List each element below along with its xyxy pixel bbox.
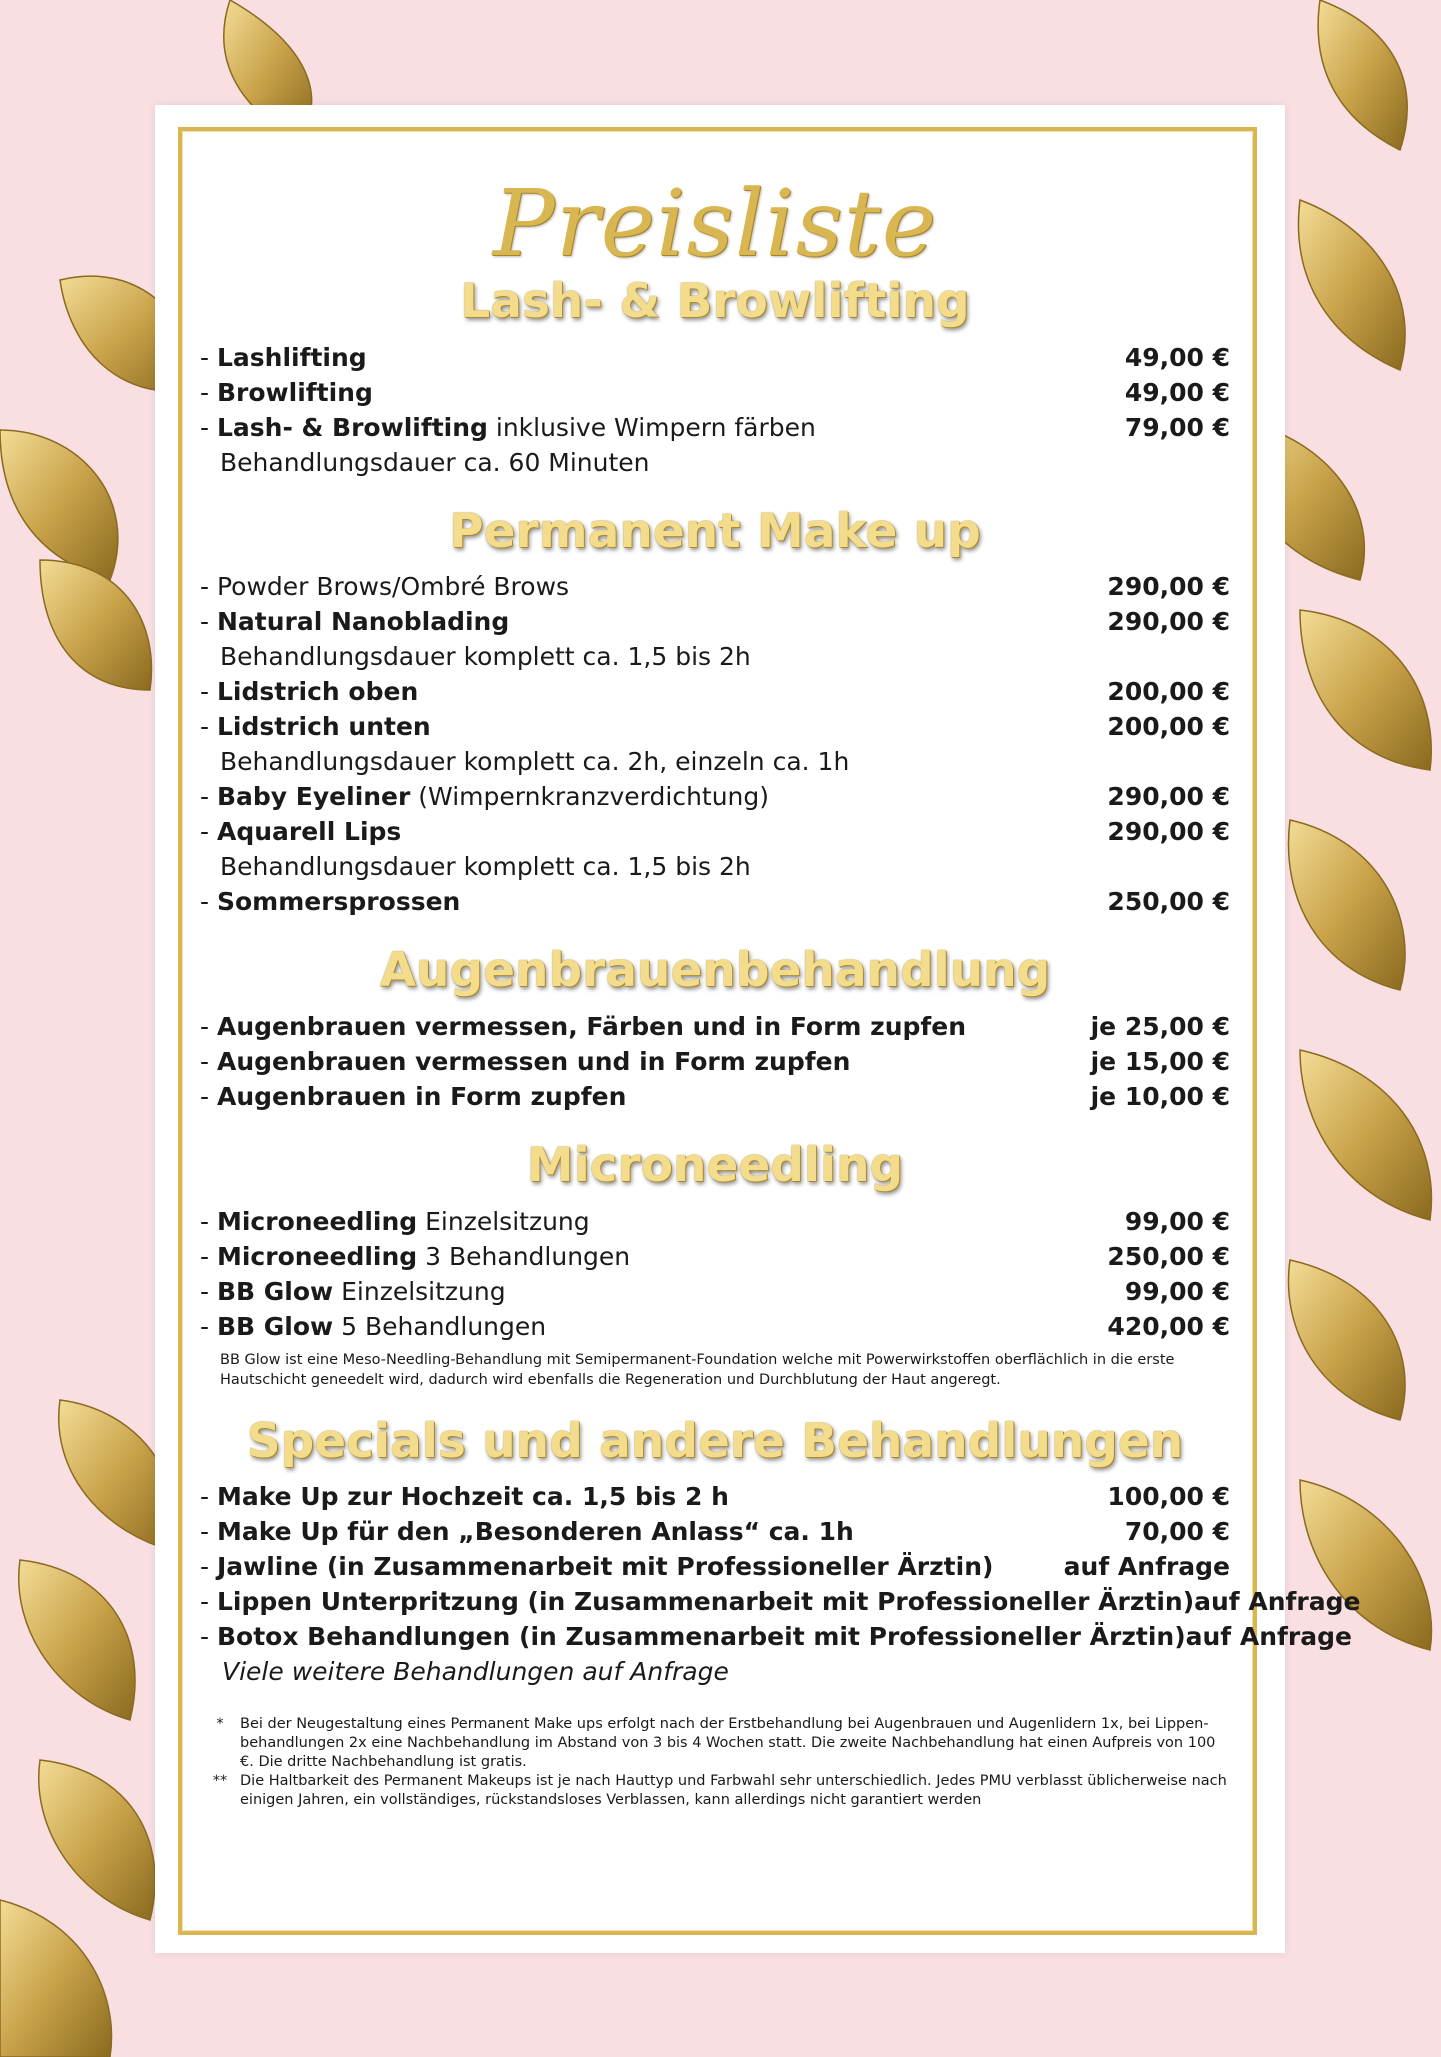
duration-note: Behandlungsdauer komplett ca. 1,5 bis 2h xyxy=(220,642,751,672)
footnote: * Bei der Neugestaltung eines Permanent Make ups erfolgt nach der Erstbehandlung bei Augenbrauen und Augenlidern 1x, bei Lippen-behandlungen 2x eine Nachbehandlung im Abstand von 3 bis 4 Wochen statt. Die zweite Nachbehandlung hat einen Aufpreis von 100 €. Die dritte Nachbehandlung ist gratis. xyxy=(216,1716,1216,1771)
price-row: - Lidstrich unten 200,00 € xyxy=(200,709,1230,744)
price-row: - Baby Eyeliner (Wimpernkranzverdichtung) 290,00 € xyxy=(200,779,1230,814)
price-row: - Lash- & Browlifting inklusive Wimpern färben 79,00 € xyxy=(200,410,1230,445)
price-row: - Lippen Unterpritzung (in Zusammenarbeit mit Professioneller Ärztin) auf Anfrage xyxy=(200,1584,1230,1619)
section-title-microneedling: Microneedling xyxy=(526,1138,904,1194)
footnote: ** Die Haltbarkeit des Permanent Makeups ist je nach Hauttyp und Farbwahl sehr unterschiedlich. Jedes PMU verblasst üblicherweise nach einigen Jahren, ein vollständiges, rückstandsloses Verblassen, kann allerdings nicht garantiert werden xyxy=(212,1773,1227,1809)
price-row: - Lidstrich oben 200,00 € xyxy=(200,674,1230,709)
price-row: - BB Glow Einzelsitzung 99,00 € xyxy=(200,1274,1230,1309)
section-title-brows: Augenbrauenbehandlung xyxy=(379,943,1051,999)
price-row: - Browlifting 49,00 € xyxy=(200,375,1230,410)
price-row: - Natural Nanoblading 290,00 € xyxy=(200,604,1230,639)
price: auf Anfrage xyxy=(1194,1587,1361,1617)
section-title-lash: Lash- & Browlifting xyxy=(460,274,970,329)
price: 79,00 € xyxy=(1124,412,1230,442)
price: auf Anfrage xyxy=(1063,1552,1230,1582)
section-title-specials: Specials und andere Behandlungen xyxy=(246,1413,1184,1469)
price: je 15,00 € xyxy=(1090,1047,1230,1077)
price: 200,00 € xyxy=(1107,677,1230,707)
price-row: - Powder Brows/Ombré Brows 290,00 € xyxy=(200,569,1230,604)
price-row: - BB Glow 5 Behandlungen 420,00 € xyxy=(200,1309,1230,1344)
footnotes xyxy=(200,1715,1230,1810)
price: 70,00 € xyxy=(1124,1517,1230,1547)
duration-note: Behandlungsdauer ca. 60 Minuten xyxy=(220,447,650,477)
price-row: - Sommersprossen 250,00 € xyxy=(200,884,1230,919)
price-row: - Lashlifting 49,00 € xyxy=(200,340,1230,375)
price: auf Anfrage xyxy=(1185,1622,1352,1652)
price: 49,00 € xyxy=(1124,377,1230,407)
price: 99,00 € xyxy=(1124,1276,1230,1306)
price: 290,00 € xyxy=(1107,607,1230,637)
price: 420,00 € xyxy=(1107,1311,1230,1341)
price: 200,00 € xyxy=(1107,712,1230,742)
bb-glow-note: BB Glow ist eine Meso-Needling-Behandlung mit Semipermanent-Foundation welche mit Powerwirkstoffen oberflächlich in die erste Hautschicht geneedelt wird, dadurch wird ebenfalls die Regeneration und Durchblutung der Haut angeregt. xyxy=(220,1351,1175,1388)
section-title-pmu: Permanent Make up xyxy=(449,503,981,559)
price-row: - Jawline (in Zusammenarbeit mit Professioneller Ärztin) auf Anfrage xyxy=(200,1549,1230,1584)
price: je 10,00 € xyxy=(1090,1082,1230,1112)
price-row: - Aquarell Lips 290,00 € xyxy=(200,814,1230,849)
price: 49,00 € xyxy=(1124,342,1230,372)
price-row: - Augenbrauen in Form zupfen je 10,00 € xyxy=(200,1079,1230,1114)
price-row: - Augenbrauen vermessen, Färben und in Form zupfen je 25,00 € xyxy=(200,1009,1230,1044)
duration-note: Behandlungsdauer komplett ca. 1,5 bis 2h xyxy=(220,852,751,882)
price: 99,00 € xyxy=(1124,1206,1230,1236)
price: 250,00 € xyxy=(1107,1241,1230,1271)
price: 290,00 € xyxy=(1107,817,1230,847)
price-row: - Botox Behandlungen (in Zusammenarbeit mit Professioneller Ärztin) auf Anfrage xyxy=(200,1619,1230,1654)
price: 250,00 € xyxy=(1107,887,1230,917)
price-list-content xyxy=(200,150,1361,1810)
price: 290,00 € xyxy=(1107,782,1230,812)
price-row: - Augenbrauen vermessen und in Form zupfen je 15,00 € xyxy=(200,1044,1230,1079)
duration-note: Behandlungsdauer komplett ca. 2h, einzeln ca. 1h xyxy=(220,747,850,777)
price: 100,00 € xyxy=(1107,1482,1230,1512)
price: je 25,00 € xyxy=(1090,1012,1230,1042)
more-treatments-note: Viele weitere Behandlungen auf Anfrage xyxy=(222,1657,729,1687)
price-row: - Microneedling Einzelsitzung 99,00 € xyxy=(200,1204,1230,1239)
page-title: Preisliste xyxy=(492,170,938,277)
price-row: - Microneedling 3 Behandlungen 250,00 € xyxy=(200,1239,1230,1274)
price: 290,00 € xyxy=(1107,572,1230,602)
price-row: - Make Up zur Hochzeit ca. 1,5 bis 2 h 100,00 € xyxy=(200,1479,1230,1514)
price-row: - Make Up für den „Besonderen Anlass“ ca. 1h 70,00 € xyxy=(200,1514,1230,1549)
